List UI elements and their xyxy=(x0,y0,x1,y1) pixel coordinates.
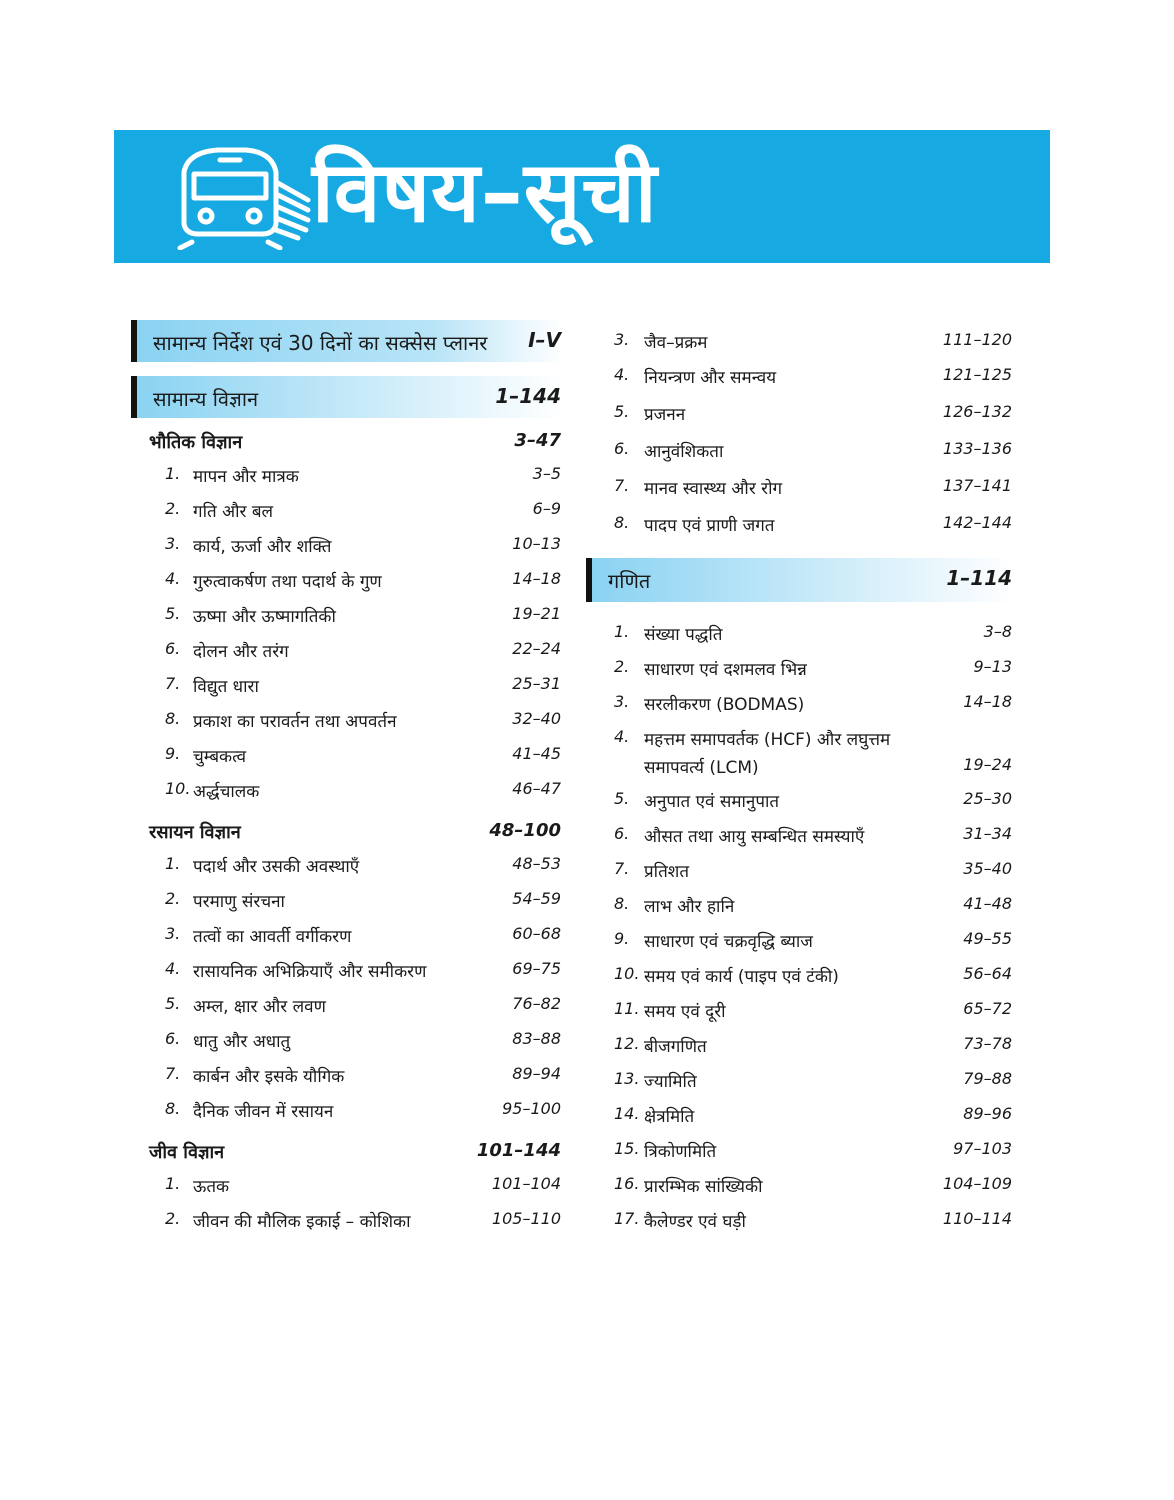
item-number: 10. xyxy=(165,779,191,798)
toc-item[interactable] xyxy=(586,1133,1014,1168)
item-title: क्षेत्रमिति xyxy=(644,1107,695,1127)
item-number: 2. xyxy=(165,889,181,908)
toc-item[interactable] xyxy=(131,1058,563,1093)
item-pages: 41–48 xyxy=(963,894,1012,913)
subsection-physics[interactable] xyxy=(131,426,563,458)
item-pages: 76–82 xyxy=(512,994,561,1013)
toc-left-column xyxy=(131,320,563,1238)
item-number: 8. xyxy=(165,1099,181,1118)
page-title: विषय–सूची xyxy=(312,143,658,241)
subsection-title: जीव विज्ञान xyxy=(149,1142,225,1163)
item-title: चुम्बकत्व xyxy=(193,747,247,767)
section-pages: I–V xyxy=(528,328,561,352)
subsection-pages: 48–100 xyxy=(489,820,561,841)
toc-item[interactable] xyxy=(586,396,1014,433)
item-title: अम्ल, क्षार और लवण xyxy=(193,997,326,1017)
item-number: 3. xyxy=(165,924,181,943)
toc-item[interactable] xyxy=(586,853,1014,888)
item-title: परमाणु संरचना xyxy=(193,892,285,912)
item-number: 17. xyxy=(614,1209,640,1228)
toc-item[interactable] xyxy=(586,783,1014,818)
item-pages: 89–96 xyxy=(963,1104,1012,1123)
item-number: 2. xyxy=(165,499,181,518)
toc-item[interactable] xyxy=(586,1098,1014,1133)
item-number: 6. xyxy=(614,824,630,843)
item-pages: 3–5 xyxy=(532,464,561,483)
item-title: प्रतिशत xyxy=(644,862,690,882)
item-number: 5. xyxy=(165,994,181,1013)
item-title: रासायनिक अभिक्रियाएँ और समीकरण xyxy=(193,962,427,982)
item-pages: 14–18 xyxy=(512,569,561,588)
item-pages: 31–34 xyxy=(963,824,1012,843)
item-pages: 110–114 xyxy=(942,1209,1012,1228)
toc-item[interactable] xyxy=(131,848,563,883)
item-pages: 142–144 xyxy=(942,513,1012,532)
toc-item[interactable] xyxy=(131,773,563,808)
subsection-biology[interactable] xyxy=(131,1136,563,1168)
item-title: नियन्त्रण और समन्वय xyxy=(644,368,777,388)
toc-item[interactable] xyxy=(586,507,1014,544)
toc-item[interactable] xyxy=(586,818,1014,853)
item-title: ऊष्मा और ऊष्मागतिकी xyxy=(193,607,336,627)
item-pages: 41–45 xyxy=(512,744,561,763)
train-icon xyxy=(172,142,312,250)
item-number: 5. xyxy=(614,789,630,808)
item-title: तत्वों का आवर्ती वर्गीकरण xyxy=(193,927,352,947)
item-number: 4. xyxy=(614,365,630,384)
item-title: कार्बन और इसके यौगिक xyxy=(193,1067,345,1087)
item-pages: 60–68 xyxy=(512,924,561,943)
item-title: प्रजनन xyxy=(644,405,686,425)
item-pages: 97–103 xyxy=(953,1139,1012,1158)
item-pages: 25–31 xyxy=(512,674,561,693)
item-number: 2. xyxy=(165,1209,181,1228)
section-pages: 1–144 xyxy=(495,384,561,408)
item-number: 9. xyxy=(165,744,181,763)
toc-item[interactable] xyxy=(131,633,563,668)
section-title: सामान्य निर्देश एवं 30 दिनों का सक्सेस प्लानर xyxy=(153,331,488,355)
item-pages: 10–13 xyxy=(512,534,561,553)
toc-item[interactable] xyxy=(131,598,563,633)
item-title: ज्यामिति xyxy=(644,1072,697,1092)
item-title: गुरुत्वाकर्षण तथा पदार्थ के गुण xyxy=(193,572,382,592)
toc-item[interactable] xyxy=(131,563,563,598)
item-pages: 32–40 xyxy=(512,709,561,728)
item-number: 3. xyxy=(614,330,630,349)
item-pages: 56–64 xyxy=(963,964,1012,983)
item-title: पदार्थ और उसकी अवस्थाएँ xyxy=(193,857,360,877)
item-title: बीजगणित xyxy=(644,1037,707,1057)
toc-item[interactable] xyxy=(131,493,563,528)
item-title: समय एवं दूरी xyxy=(644,1002,726,1022)
item-number: 6. xyxy=(165,639,181,658)
item-pages: 137–141 xyxy=(942,476,1012,495)
section-title: गणित xyxy=(608,569,651,593)
toc-item[interactable] xyxy=(586,1203,1014,1238)
item-title: साधारण एवं दशमलव भिन्न xyxy=(644,660,807,680)
item-title: दोलन और तरंग xyxy=(193,642,289,662)
section-mathematics[interactable] xyxy=(586,558,1014,602)
item-pages: 25–30 xyxy=(963,789,1012,808)
toc-item[interactable] xyxy=(586,686,1014,721)
item-pages: 22–24 xyxy=(512,639,561,658)
subsection-title: भौतिक विज्ञान xyxy=(149,432,243,453)
item-number: 11. xyxy=(614,999,640,1018)
toc-item[interactable] xyxy=(131,668,563,703)
item-number: 5. xyxy=(165,604,181,623)
toc-item[interactable] xyxy=(131,1168,563,1203)
subsection-title: रसायन विज्ञान xyxy=(149,822,241,843)
item-number: 2. xyxy=(614,657,630,676)
item-title: औसत तथा आयु सम्बन्धित समस्याएँ xyxy=(644,827,865,847)
item-pages: 111–120 xyxy=(942,330,1012,349)
item-number: 1. xyxy=(614,622,630,641)
toc-item[interactable] xyxy=(586,923,1014,958)
item-title: ऊतक xyxy=(193,1177,230,1197)
item-pages: 105–110 xyxy=(491,1209,561,1228)
item-title-continued: समापवर्त्य (LCM) xyxy=(644,758,759,778)
item-number: 1. xyxy=(165,1174,181,1193)
toc-right-column xyxy=(586,324,1014,1238)
item-title: महत्तम समापवर्तक (HCF) और लघुत्तम xyxy=(644,730,891,750)
item-title: आनुवंशिकता xyxy=(644,442,724,462)
item-title: अर्द्धचालक xyxy=(193,782,260,802)
toc-item[interactable] xyxy=(131,1203,563,1238)
item-pages: 79–88 xyxy=(963,1069,1012,1088)
item-number: 6. xyxy=(165,1029,181,1048)
item-pages: 121–125 xyxy=(942,365,1012,384)
item-title: जैव–प्रक्रम xyxy=(644,333,708,353)
item-title: मापन और मात्रक xyxy=(193,467,299,487)
item-number: 1. xyxy=(165,854,181,873)
section-intro[interactable] xyxy=(131,320,563,362)
item-number: 8. xyxy=(614,513,630,532)
item-number: 7. xyxy=(165,674,181,693)
item-pages: 104–109 xyxy=(942,1174,1012,1193)
item-pages: 95–100 xyxy=(502,1099,561,1118)
item-title: विद्युत धारा xyxy=(193,677,259,697)
item-number: 4. xyxy=(614,727,630,746)
item-number: 9. xyxy=(614,929,630,948)
item-number: 7. xyxy=(614,476,630,495)
item-number: 1. xyxy=(165,464,181,483)
item-pages: 133–136 xyxy=(942,439,1012,458)
item-number: 5. xyxy=(614,402,630,421)
item-title: लाभ और हानि xyxy=(644,897,735,917)
item-number: 7. xyxy=(614,859,630,878)
item-number: 12. xyxy=(614,1034,640,1053)
toc-item[interactable] xyxy=(131,458,563,493)
item-title: प्रारम्भिक सांख्यिकी xyxy=(644,1177,763,1197)
item-number: 10. xyxy=(614,964,640,983)
item-pages: 54–59 xyxy=(512,889,561,908)
toc-item[interactable] xyxy=(586,616,1014,651)
toc-item[interactable] xyxy=(586,1168,1014,1203)
item-title: दैनिक जीवन में रसायन xyxy=(193,1102,334,1122)
item-title: गति और बल xyxy=(193,502,274,522)
item-title: त्रिकोणमिति xyxy=(644,1142,717,1162)
toc-item[interactable] xyxy=(586,433,1014,470)
item-title: अनुपात एवं समानुपात xyxy=(644,792,780,812)
toc-item[interactable] xyxy=(131,528,563,563)
section-pages: 1–114 xyxy=(946,566,1012,590)
item-pages: 101–104 xyxy=(491,1174,561,1193)
toc-item[interactable] xyxy=(131,883,563,918)
subsection-pages: 101–144 xyxy=(476,1140,561,1161)
toc-item[interactable] xyxy=(131,703,563,738)
subsection-chemistry[interactable] xyxy=(131,816,563,848)
toc-item[interactable] xyxy=(586,888,1014,923)
item-pages: 35–40 xyxy=(963,859,1012,878)
item-pages: 73–78 xyxy=(963,1034,1012,1053)
item-number: 4. xyxy=(165,569,181,588)
item-pages: 69–75 xyxy=(512,959,561,978)
item-number: 4. xyxy=(165,959,181,978)
toc-item[interactable] xyxy=(131,1023,563,1058)
toc-item[interactable] xyxy=(586,470,1014,507)
item-pages: 19–21 xyxy=(512,604,561,623)
toc-item[interactable] xyxy=(586,324,1014,359)
item-title: जीवन की मौलिक इकाई – कोशिका xyxy=(193,1212,411,1232)
item-number: 7. xyxy=(165,1064,181,1083)
item-pages: 9–13 xyxy=(973,657,1012,676)
item-pages: 3–8 xyxy=(983,622,1012,641)
title-banner xyxy=(114,130,1050,263)
item-title: संख्या पद्धति xyxy=(644,625,723,645)
item-number: 3. xyxy=(614,692,630,711)
toc-item[interactable] xyxy=(131,1093,563,1128)
item-number: 3. xyxy=(165,534,181,553)
section-title: सामान्य विज्ञान xyxy=(153,387,259,411)
section-general-science[interactable] xyxy=(131,376,563,418)
item-pages: 19–24 xyxy=(963,755,1012,774)
toc-item[interactable] xyxy=(586,651,1014,686)
toc-item[interactable] xyxy=(586,993,1014,1028)
item-pages: 89–94 xyxy=(512,1064,561,1083)
item-title: सरलीकरण (BODMAS) xyxy=(644,695,805,715)
toc-item[interactable] xyxy=(586,359,1014,396)
item-pages: 46–47 xyxy=(512,779,561,798)
item-title: प्रकाश का परावर्तन तथा अपवर्तन xyxy=(193,712,397,732)
item-number: 6. xyxy=(614,439,630,458)
item-number: 8. xyxy=(614,894,630,913)
item-pages: 126–132 xyxy=(942,402,1012,421)
item-title: धातु और अधातु xyxy=(193,1032,291,1052)
item-number: 13. xyxy=(614,1069,640,1088)
item-pages: 83–88 xyxy=(512,1029,561,1048)
item-number: 16. xyxy=(614,1174,640,1193)
item-title: साधारण एवं चक्रवृद्धि ब्याज xyxy=(644,932,813,952)
toc-item[interactable] xyxy=(586,721,1014,783)
toc-item[interactable] xyxy=(131,953,563,988)
item-number: 8. xyxy=(165,709,181,728)
toc-item[interactable] xyxy=(586,1028,1014,1063)
subsection-pages: 3–47 xyxy=(514,430,561,451)
item-title: समय एवं कार्य (पाइप एवं टंकी) xyxy=(644,967,839,987)
item-pages: 6–9 xyxy=(532,499,561,518)
toc-item[interactable] xyxy=(586,958,1014,993)
item-title: मानव स्वास्थ्य और रोग xyxy=(644,479,783,499)
item-pages: 65–72 xyxy=(963,999,1012,1018)
item-pages: 48–53 xyxy=(512,854,561,873)
item-title: कार्य, ऊर्जा और शक्ति xyxy=(193,537,332,557)
toc-item[interactable] xyxy=(586,1063,1014,1098)
toc-item[interactable] xyxy=(131,918,563,953)
toc-item[interactable] xyxy=(131,988,563,1023)
item-pages: 49–55 xyxy=(963,929,1012,948)
item-number: 15. xyxy=(614,1139,640,1158)
item-pages: 14–18 xyxy=(963,692,1012,711)
toc-item[interactable] xyxy=(131,738,563,773)
item-number: 14. xyxy=(614,1104,640,1123)
item-title: पादप एवं प्राणी जगत xyxy=(644,516,775,536)
item-title: कैलेण्डर एवं घड़ी xyxy=(644,1212,746,1232)
